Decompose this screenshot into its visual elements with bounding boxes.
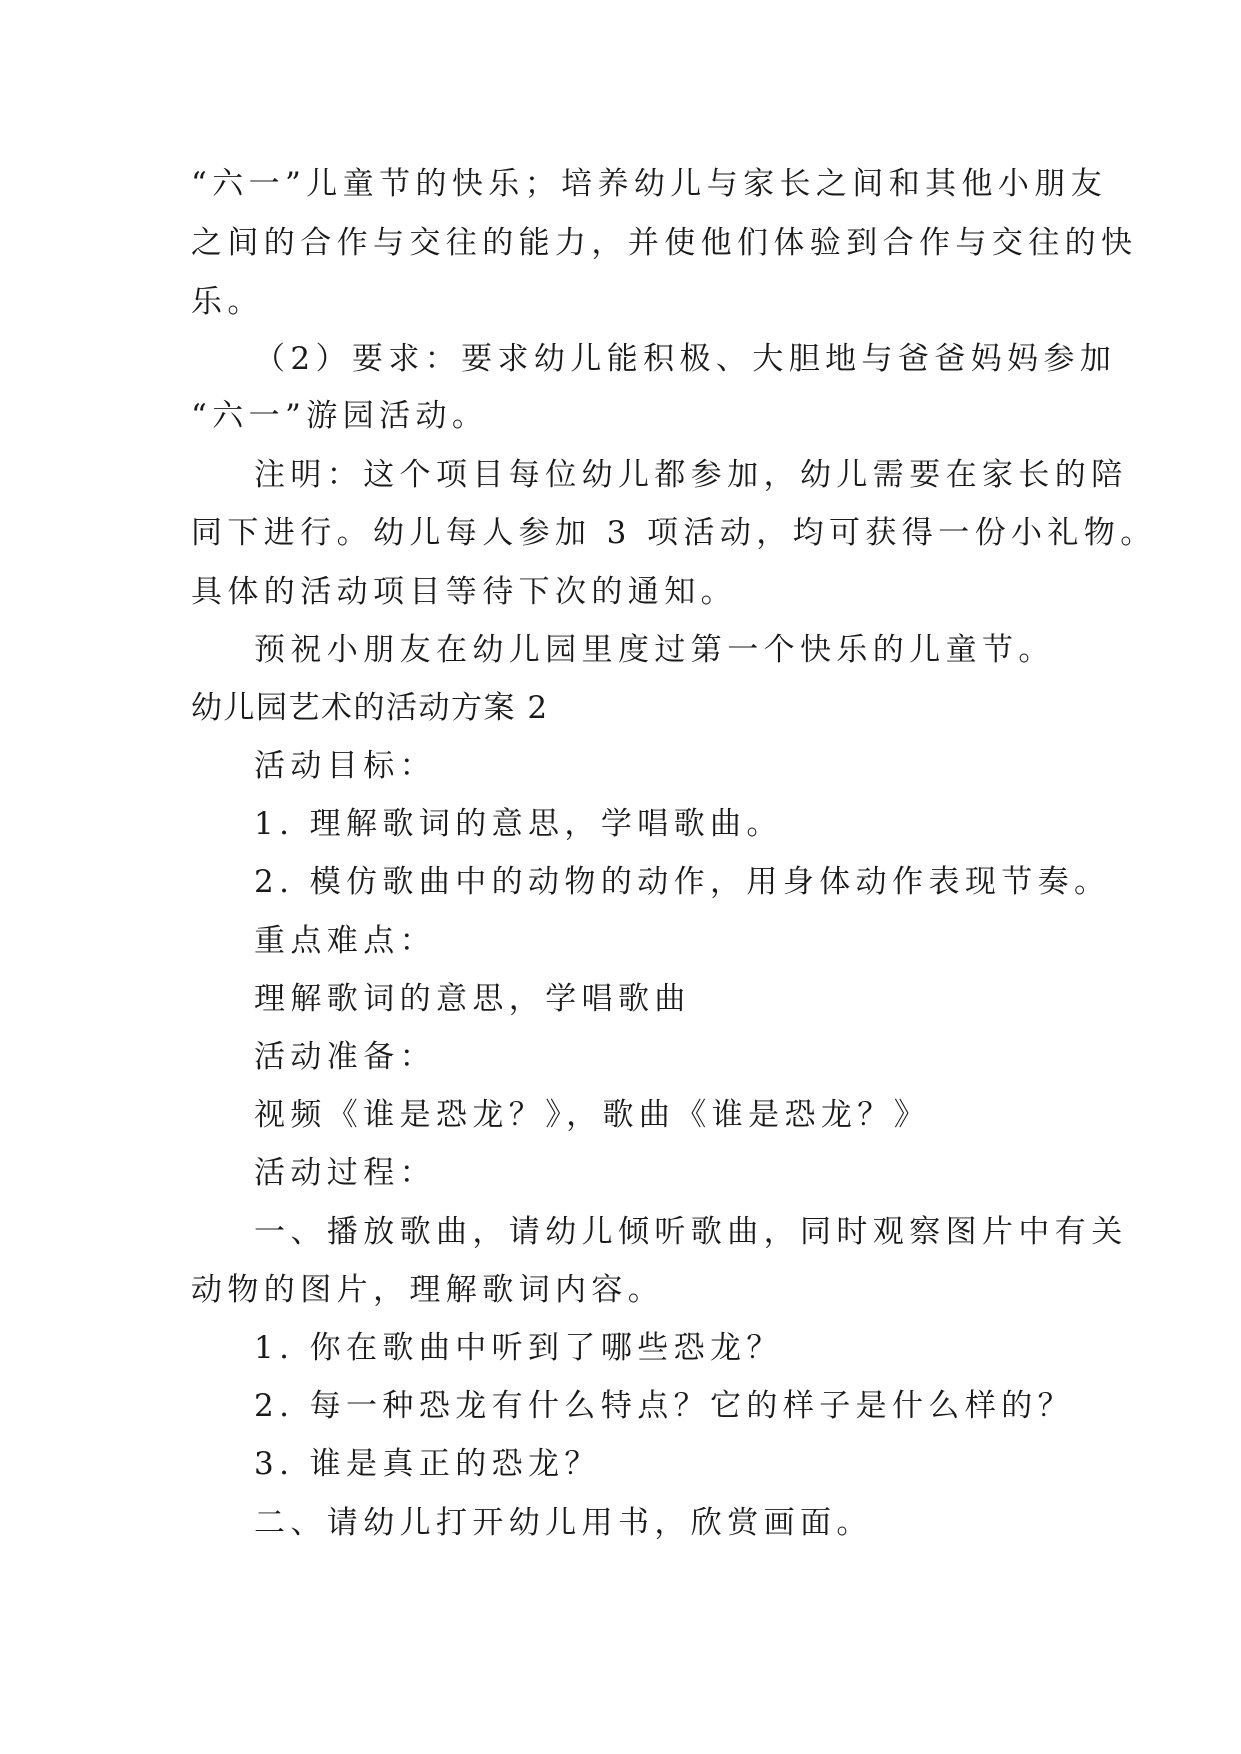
paragraph-line: （2）要求：要求幼儿能积极、大胆地与爸爸妈妈参加 (254, 341, 1117, 377)
paragraph-line: 之间的合作与交往的能力，并使他们体验到合作与交往的快 (191, 225, 1138, 261)
paragraph-line: 注明：这个项目每位幼儿都参加，幼儿需要在家长的陪 (254, 457, 1128, 493)
paragraph-line: 二、请幼儿打开幼儿用书，欣赏画面。 (254, 1505, 873, 1541)
paragraph-line: 理解歌词的意思，学唱歌曲 (254, 981, 691, 1017)
subheading-line: 活动准备： (254, 1039, 436, 1075)
paragraph-line: 视频《谁是恐龙？》，歌曲《谁是恐龙？》 (254, 1097, 931, 1133)
paragraph-line: 一、播放歌曲，请幼儿倾听歌曲，同时观察图片中有关 (254, 1214, 1128, 1250)
subheading-line: 活动目标： (254, 748, 436, 784)
paragraph-line: “六一”游园活动。 (191, 398, 489, 434)
paragraph-line: 同下进行。幼儿每人参加 3 项活动，均可获得一份小礼物。 (191, 515, 1157, 551)
list-item: 3. 谁是真正的恐龙？ (254, 1446, 601, 1482)
list-item: 1. 理解歌词的意思，学唱歌曲。 (254, 806, 783, 842)
paragraph-line: 预祝小朋友在幼儿园里度过第一个快乐的儿童节。 (254, 632, 1055, 668)
list-item: 2. 模仿歌曲中的动物的动作，用身体动作表现节奏。 (254, 864, 1111, 900)
list-item: 2. 每一种恐龙有什么特点？它的样子是什么样的？ (254, 1388, 1075, 1424)
section-heading: 幼儿园艺术的活动方案 2 (191, 690, 549, 726)
subheading-line: 重点难点： (254, 923, 436, 959)
paragraph-line: 具体的活动项目等待下次的通知。 (191, 574, 737, 610)
subheading-line: 活动过程： (254, 1155, 436, 1191)
paragraph-line: 乐。 (191, 284, 264, 320)
paragraph-line: “六一”儿童节的快乐；培养幼儿与家长之间和其他小朋友 (191, 166, 1108, 202)
list-item: 1. 你在歌曲中听到了哪些恐龙？ (254, 1330, 783, 1366)
paragraph-line: 动物的图片，理解歌词内容。 (191, 1272, 665, 1308)
